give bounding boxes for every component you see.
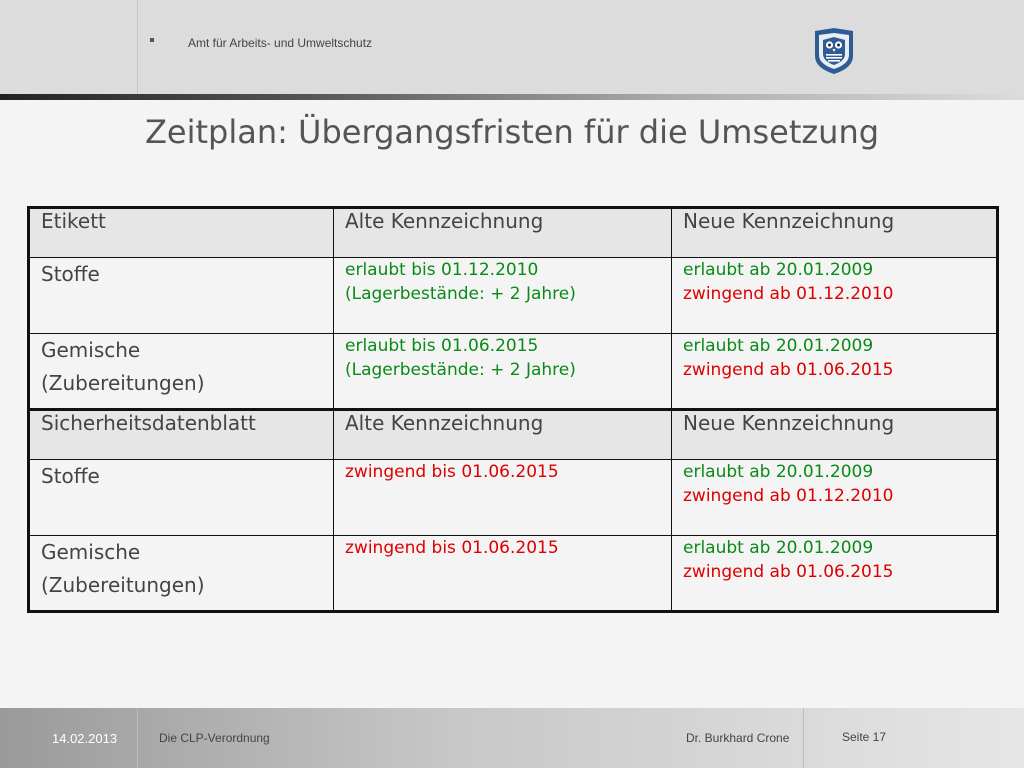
column-header: Neue Kennzeichnung <box>672 208 998 258</box>
deadline-line: erlaubt bis 01.12.2010 <box>345 260 539 280</box>
column-header: Etikett <box>29 208 334 258</box>
column-header: Sicherheitsdatenblatt <box>29 410 334 460</box>
column-header: Alte Kennzeichnung <box>334 208 672 258</box>
row-label <box>29 460 334 536</box>
new-labeling-cell <box>672 258 998 334</box>
table-row <box>29 258 998 334</box>
header-accent-bar <box>0 94 1024 100</box>
deadline-line: erlaubt ab 20.01.2009 <box>683 538 874 558</box>
bullet-icon <box>150 38 154 42</box>
deadline-line: erlaubt ab 20.01.2009 <box>683 260 874 280</box>
row-label <box>29 258 334 334</box>
deadline-line: (Lagerbestände: + 2 Jahre) <box>345 360 576 380</box>
deadline-line: zwingend ab 01.06.2015 <box>683 562 894 582</box>
header-divider <box>137 0 138 94</box>
header-department: Amt für Arbeits- und Umweltschutz <box>188 36 373 50</box>
old-labeling-cell <box>334 334 672 410</box>
column-header: Alte Kennzeichnung <box>334 410 672 460</box>
row-label-line: (Zubereitungen) <box>41 573 205 597</box>
row-label-line: Stoffe <box>41 262 100 286</box>
slide-title: Zeitplan: Übergangsfristen für die Umsetzung <box>144 113 880 151</box>
row-label-line: (Zubereitungen) <box>41 371 205 395</box>
row-label-line: Stoffe <box>41 464 100 488</box>
column-header: Neue Kennzeichnung <box>672 410 998 460</box>
old-labeling-cell <box>334 258 672 334</box>
new-labeling-cell <box>672 536 998 612</box>
table-header-row <box>29 208 998 258</box>
deadline-line: erlaubt ab 20.01.2009 <box>683 462 874 482</box>
deadline-line: zwingend bis 01.06.2015 <box>345 538 559 558</box>
footer-date: 14.02.2013 <box>52 731 118 746</box>
new-labeling-cell <box>672 334 998 410</box>
university-owl-logo-icon <box>813 28 855 76</box>
footer-presentation-title: Die CLP-Verordnung <box>159 731 270 745</box>
new-labeling-cell <box>672 460 998 536</box>
footer-author: Dr. Burkhard Crone <box>686 731 790 745</box>
deadline-line: zwingend ab 01.12.2010 <box>683 486 894 506</box>
footer-page-number: Seite 17 <box>842 730 887 744</box>
row-label-line: Gemische <box>41 338 141 362</box>
deadline-line: erlaubt bis 01.06.2015 <box>345 336 539 356</box>
deadline-line: zwingend ab 01.06.2015 <box>683 360 894 380</box>
row-label <box>29 334 334 410</box>
transition-periods-table <box>27 206 999 613</box>
deadline-line: zwingend ab 01.12.2010 <box>683 284 894 304</box>
table-header-row <box>29 410 998 460</box>
table-row <box>29 536 998 612</box>
row-label <box>29 536 334 612</box>
deadline-line: (Lagerbestände: + 2 Jahre) <box>345 284 576 304</box>
slide-header <box>0 0 1024 94</box>
deadline-line: erlaubt ab 20.01.2009 <box>683 336 874 356</box>
old-labeling-cell <box>334 536 672 612</box>
table-row <box>29 334 998 410</box>
footer-divider <box>137 708 138 768</box>
table-row <box>29 460 998 536</box>
old-labeling-cell <box>334 460 672 536</box>
deadline-line: zwingend bis 01.06.2015 <box>345 462 559 482</box>
slide-footer <box>0 708 1024 768</box>
footer-divider <box>803 708 804 768</box>
row-label-line: Gemische <box>41 540 141 564</box>
